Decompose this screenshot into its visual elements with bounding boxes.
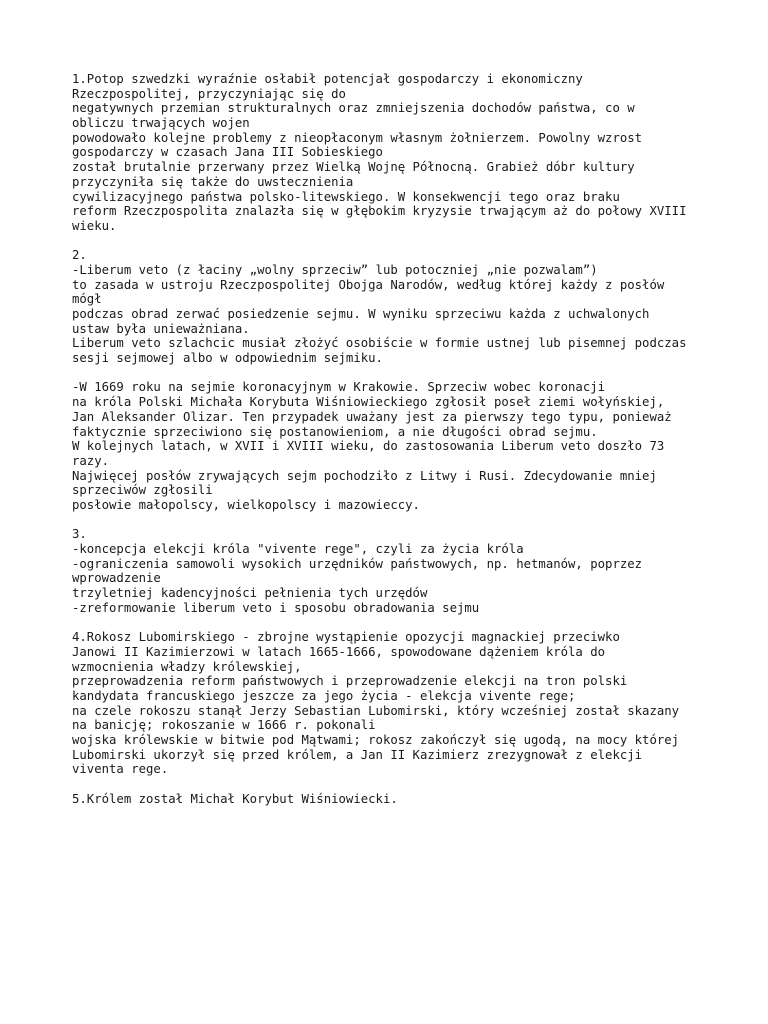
text-line: ustaw była unieważniana. [72,321,250,336]
text-line: obliczu trwających wojen [72,116,250,131]
text-line: na czele rokoszu stanął Jerzy Sebastian Lubomirski, który wcześniej został skazany [72,703,680,718]
text-line: -zreformowanie liberum veto i sposobu obradowania sejmu [72,600,480,615]
text-line: sesji sejmowej albo w odpowiednim sejmiku. [72,351,383,366]
blank-line [72,615,712,630]
text-line: przyczyniła się także do uwstecznienia [72,174,354,189]
text-line: na króla Polski Michała Korybuta Wiśniowieckiego zgłosił poseł ziemi wołyńskiej, [72,395,665,410]
text-line: to zasada w ustroju Rzeczpospolitej Obojga Narodów, według której każdy z posłów [72,277,665,292]
text-line: -W 1669 roku na sejmie koronacyjnym w Krakowie. Sprzeciw wobec koronacji [72,380,606,395]
text-line: -Liberum veto (z łaciny „wolny sprzeciw” lub potoczniej „nie pozwalam”) [72,262,598,277]
text-line: wzmocnienia władzy królewskiej, [72,659,302,674]
blank-line [72,234,712,249]
text-line: -koncepcja elekcji króla "vivente rege", czyli za życia króla [72,542,524,556]
text-line: 2. [72,248,87,263]
text-line: sprzeciwów zgłosili [72,483,213,498]
text-line: viventa rege. [72,762,169,777]
text-line: Rzeczpospolitej, przyczyniając się do [72,86,346,101]
text-line: negatywnych przemian strukturalnych oraz zmniejszenia dochodów państwa, co w [72,101,635,116]
text-line: cywilizacyjnego państwa polsko-litewskiego. W konsekwencji tego oraz braku [72,189,620,204]
text-line: 3. [72,527,87,542]
text-line: razy. [72,453,110,468]
text-line: powodowało kolejne problemy z nieopłaconym własnym żołnierzem. Powolny wzrost [72,130,643,145]
document-page [72,72,712,806]
text-line: W kolejnych latach, w XVII i XVIII wieku, do zastosowania Liberum veto doszło 73 [72,439,665,454]
text-line: trzyletniej kadencyjności pełnienia tych urzędów [72,586,428,601]
text-line: faktycznie sprzeciwiono się postanowieniom, a nie długości obrad sejmu. [72,424,598,439]
text-line: został brutalnie przerwany przez Wielką Wojnę Północną. Grabież dóbr kultury [72,160,635,175]
blank-line [72,777,712,792]
text-line: Liberum veto szlachcic musiał złożyć osobiście w formie ustnej lub pisemnej podczas [72,336,687,351]
text-line: gospodarczy w czasach Jana III Sobieskiego [72,145,383,160]
text-line: Janowi II Kazimierzowi w latach 1665-1666, spowodowane dążeniem króla do [72,644,606,659]
text-line: przeprowadzenia reform państwowych i przeprowadzenie elekcji na tron polski [72,674,628,689]
text-line: 1.Potop szwedzki wyraźnie osłabił potencjał gospodarczy i ekonomiczny [72,72,583,86]
blank-line [72,366,712,381]
text-line: wieku. [72,218,117,233]
text-line: Jan Aleksander Olizar. Ten przypadek uważany jest za pierwszy tego typu, ponieważ [72,409,672,424]
text-line: kandydata francuskiego jeszcze za jego życia - elekcja vivente rege; [72,688,576,703]
text-line: wojska królewskie w bitwie pod Mątwami; rokosz zakończył się ugodą, na mocy której [72,732,680,747]
text-line: podczas obrad zerwać posiedzenie sejmu. W wyniku sprzeciwu każda z uchwalonych [72,307,650,321]
blank-line [72,513,712,528]
text-line: Najwięcej posłów zrywających sejm pochodziło z Litwy i Rusi. Zdecydowanie mniej [72,468,657,483]
text-line: posłowie małopolscy, wielkopolscy i mazowieccy. [72,497,420,512]
text-line: Lubomirski ukorzył się przed królem, a Jan II Kazimierz zrezygnował z elekcji [72,747,643,762]
text-line: wprowadzenie [72,571,161,586]
text-line: -ograniczenia samowoli wysokich urzędników państwowych, np. hetmanów, poprzez [72,556,643,571]
text-line: mógł [72,292,102,307]
text-line: na banicję; rokoszanie w 1666 r. pokonali [72,718,376,733]
text-line: 4.Rokosz Lubomirskiego - zbrojne wystąpienie opozycji magnackiej przeciwko [72,630,620,645]
text-line: 5.Królem został Michał Korybut Wiśniowiecki. [72,791,398,806]
text-line: reform Rzeczpospolita znalazła się w głębokim kryzysie trwającym aż do połowy XVIII [72,204,687,219]
